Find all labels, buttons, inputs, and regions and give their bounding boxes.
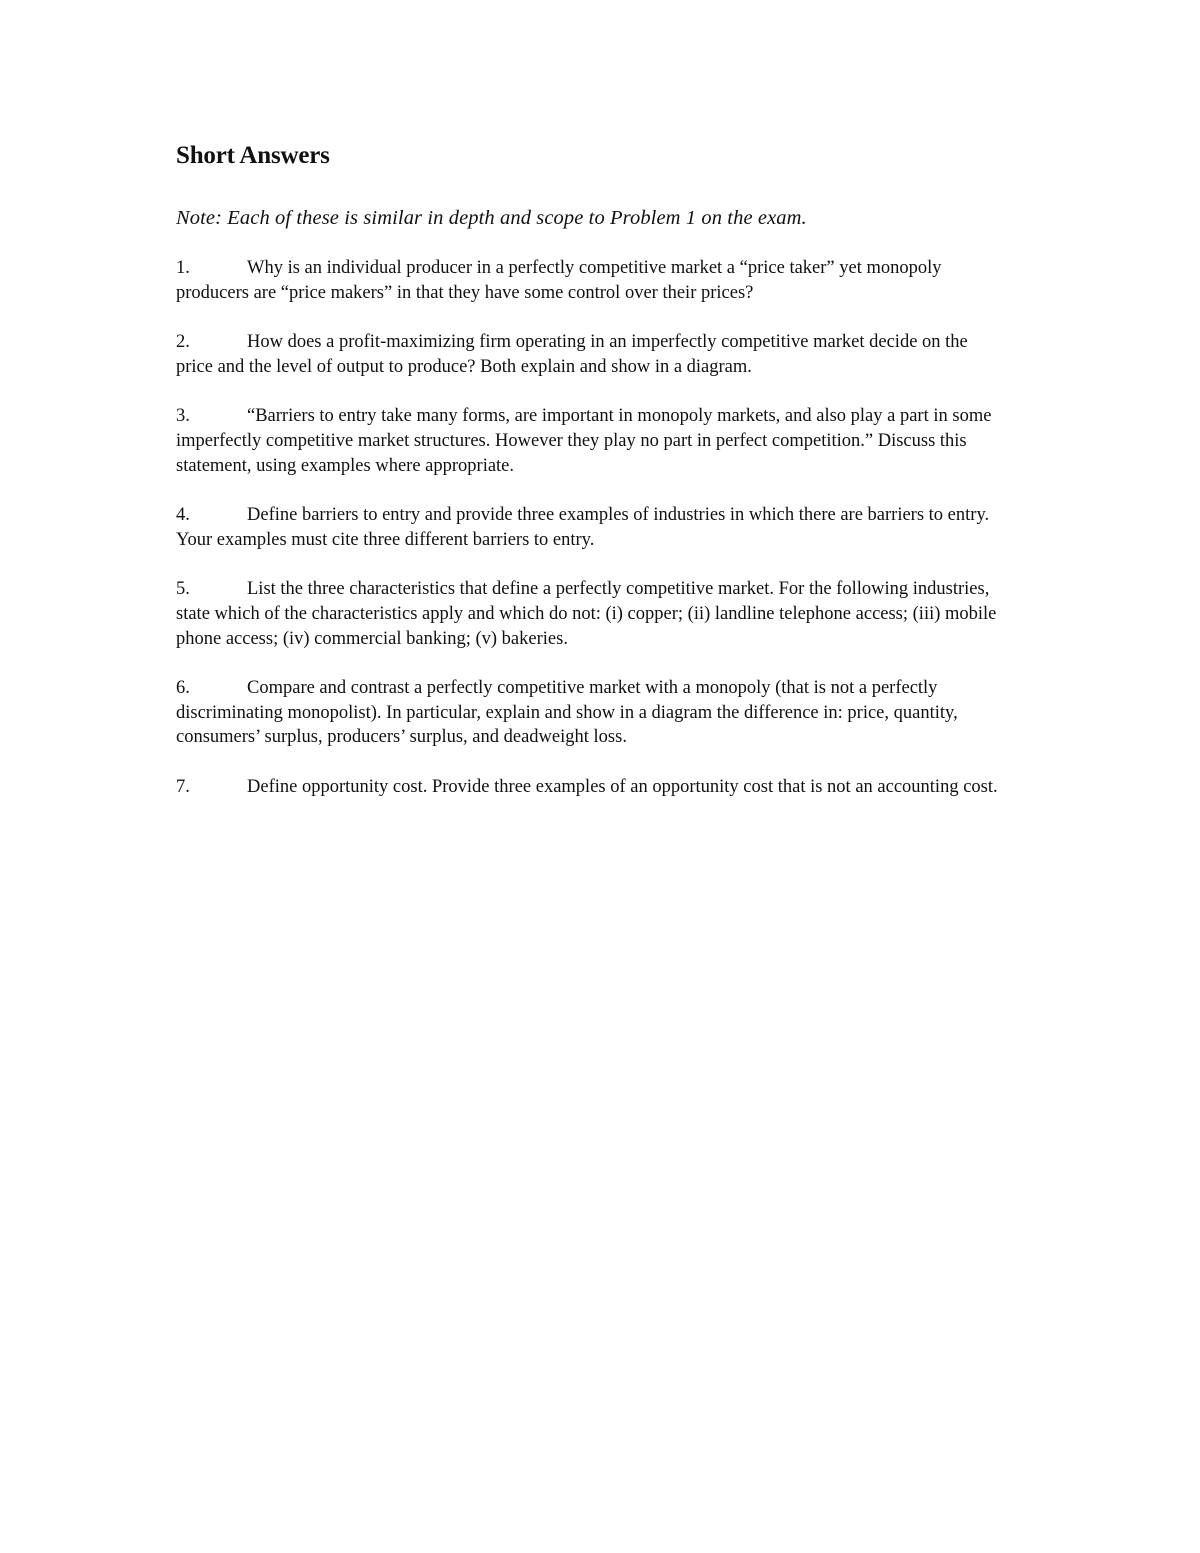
question-item xyxy=(176,676,1006,750)
question-number: 3. xyxy=(176,406,190,427)
question-item xyxy=(176,404,1006,478)
question-text: List the three characteristics that define a perfectly competitive market. For the following industries, state which of the characteristics apply and which do not: (i) copper; (ii) landline telephone access; (iii) mobile phone access; (iv) commercial banking; (v) bakeries. xyxy=(176,579,997,649)
question-text: “Barriers to entry take many forms, are important in monopoly markets, and also play a part in some imperfectly competitive market structures. However they play no part in perfect competition.” Discuss this statement, using examples where appropriate. xyxy=(176,406,992,476)
question-item xyxy=(176,330,1006,379)
question-item xyxy=(176,577,1006,651)
question-number: 6. xyxy=(176,678,190,699)
document-page xyxy=(176,138,1006,825)
note-text: Note: Each of these is similar in depth and scope to Problem 1 on the exam. xyxy=(176,207,807,229)
question-list xyxy=(176,256,1006,800)
question-text: How does a profit-maximizing firm operating in an imperfectly competitive market decide on the price and the level of output to produce? Both explain and show in a diagram. xyxy=(176,332,968,377)
page-title: Short Answers xyxy=(176,142,330,169)
question-number: 4. xyxy=(176,505,190,526)
question-text: Define barriers to entry and provide three examples of industries in which there are barriers to entry. Your examples must cite three different barriers to entry. xyxy=(176,505,990,550)
question-text: Define opportunity cost. Provide three examples of an opportunity cost that is not an accounting cost. xyxy=(247,776,998,797)
question-item xyxy=(176,775,1006,800)
question-item xyxy=(176,256,1006,305)
question-number: 1. xyxy=(176,258,190,278)
question-number: 2. xyxy=(176,332,190,353)
question-number: 5. xyxy=(176,579,190,600)
question-item xyxy=(176,503,1006,552)
question-text: Compare and contrast a perfectly competitive market with a monopoly (that is not a perfectly discriminating monopolist). In particular, explain and show in a diagram the difference in: price, quantity, consumers’ surplus, producers’ surplus, and deadweight loss. xyxy=(176,678,958,748)
question-number: 7. xyxy=(176,776,190,797)
question-text: Why is an individual producer in a perfectly competitive market a “price taker” yet monopoly producers are “price makers” in that they have some control over their prices? xyxy=(176,258,942,303)
